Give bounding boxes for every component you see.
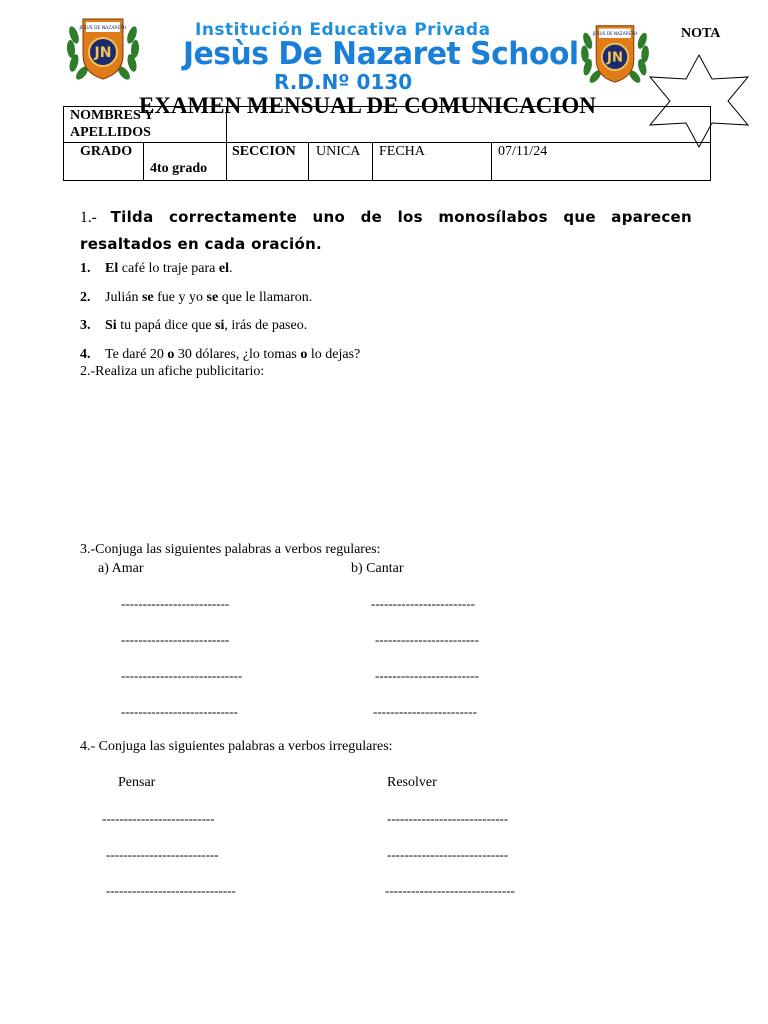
answer-line[interactable]: ------------------------ [375, 668, 479, 683]
question-1-number: 1.- [80, 209, 97, 226]
answer-line[interactable]: ------------------------ [375, 632, 479, 647]
question-2-text: 2.-Realiza un afiche publicitario: [80, 364, 265, 379]
monosyllable-word: o [167, 347, 175, 362]
answer-line[interactable]: -------------------------- [106, 847, 219, 862]
poster-area[interactable] [80, 384, 692, 534]
logo-monogram: JN [94, 45, 112, 61]
school-name: Jesùs De Nazaret School [183, 36, 579, 72]
names-label: NOMBRES Y APELLIDOS [70, 108, 154, 140]
grade-label: GRADO [80, 144, 133, 159]
answer-line[interactable]: -------------------------- [102, 811, 215, 826]
answer-line[interactable]: ---------------------------- [121, 668, 243, 683]
section-label: SECCION [232, 144, 296, 159]
question-1-text: Tilda correctamente uno de los monosílabos que aparecen resaltados en cada oración. [80, 208, 693, 253]
answer-line[interactable]: ------------------------------ [385, 883, 515, 898]
monosyllable-word: si [215, 318, 225, 333]
verb-label-pensar: Pensar [118, 775, 156, 790]
question-1-item [80, 318, 307, 334]
verb-label-resolver: Resolver [387, 775, 437, 790]
sentence-text: café lo traje para [118, 261, 219, 276]
sentence-text: . [229, 261, 233, 276]
answer-line[interactable]: --------------------------- [121, 704, 238, 719]
item-number: 4. [80, 347, 91, 362]
institution-name: Institución Educativa Privada [195, 20, 491, 40]
answer-line[interactable]: ------------------------- [121, 632, 230, 647]
question-1-item [80, 347, 360, 363]
monosyllable-word: Si [105, 318, 117, 333]
sentence-text: tu papá dice que [116, 318, 216, 333]
answer-line[interactable]: ------------------------- [121, 596, 230, 611]
question-4-text: 4.- Conjuga las siguientes palabras a verbos irregulares: [80, 739, 393, 754]
date-label: FECHA [379, 144, 425, 159]
sentence-text: Te daré 20 [105, 347, 168, 362]
rdn-code: R.D.Nº 0130 [274, 70, 413, 94]
school-logo-left [64, 15, 142, 83]
answer-line[interactable]: ---------------------------- [387, 811, 509, 826]
sentence-text: 30 dólares, ¿lo tomas [174, 347, 301, 362]
logo-monogram: JN [607, 50, 623, 66]
section-value: UNICA [316, 144, 361, 159]
question-1-item [80, 261, 233, 277]
date-value: 07/11/24 [498, 144, 548, 159]
school-logo-right [578, 22, 652, 86]
monosyllable-word: el [218, 261, 229, 276]
monosyllable-word: El [105, 261, 119, 276]
verb-label-cantar: b) Cantar [351, 561, 404, 576]
names-field[interactable] [228, 108, 648, 140]
grade-value: 4to grado [150, 161, 208, 176]
logo-caption: JESUS DE NAZARETH [79, 26, 127, 31]
verb-label-amar: a) Amar [98, 561, 144, 576]
answer-line[interactable]: ------------------------------ [106, 883, 236, 898]
item-number: 2. [80, 290, 91, 305]
answer-line[interactable]: ------------------------ [373, 704, 477, 719]
item-number: 3. [80, 318, 91, 333]
monosyllable-word: se [141, 290, 154, 305]
answer-line[interactable]: ------------------------ [371, 596, 475, 611]
question-1-instruction [80, 204, 692, 258]
monosyllable-word: se [206, 290, 219, 305]
sentence-text: lo dejas? [307, 347, 361, 362]
answer-line[interactable]: ---------------------------- [387, 847, 509, 862]
sentence-text: , irás de paseo. [224, 318, 308, 333]
nota-label: NOTA [681, 26, 721, 41]
sentence-text: fue y yo [153, 290, 207, 305]
question-1-item [80, 290, 312, 306]
logo-caption: JESUS DE NAZARETH [592, 31, 638, 37]
sentence-text: que le llamaron. [218, 290, 313, 305]
item-number: 1. [80, 261, 91, 276]
question-3-text: 3.-Conjuga las siguientes palabras a verbos regulares: [80, 542, 381, 557]
sentence-text: Julián [105, 290, 142, 305]
monosyllable-word: o [300, 347, 308, 362]
exam-title: EXAMEN MENSUAL DE COMUNICACION [139, 93, 596, 118]
